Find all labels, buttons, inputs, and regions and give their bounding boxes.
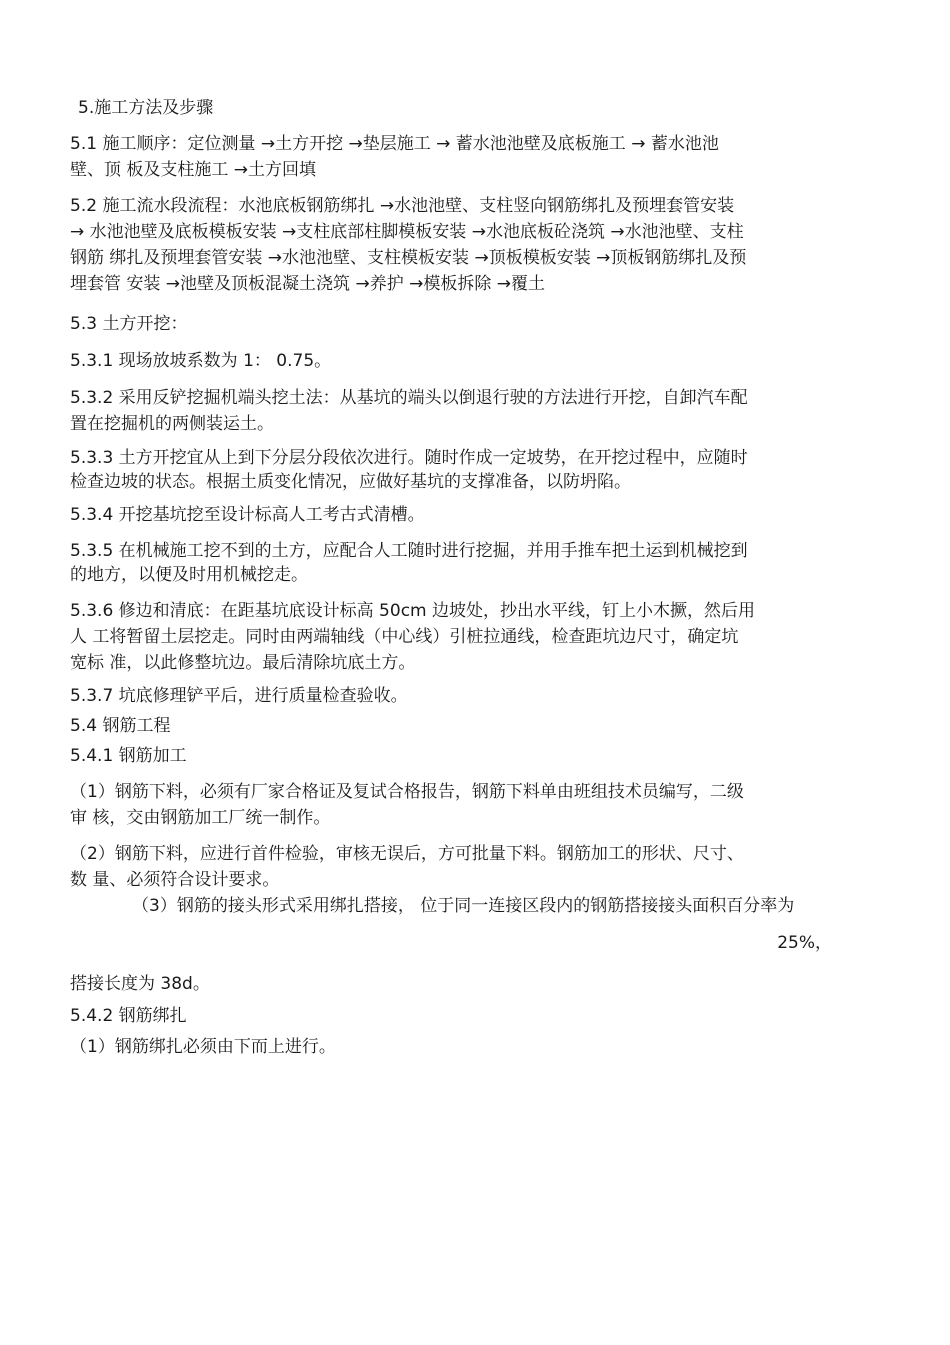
paragraph-line: 的地方，以便及时用机械挖走。 [70, 565, 308, 585]
paragraph-line: （1）钢筋绑扎必须由下而上进行。 [70, 1037, 336, 1057]
paragraph-line: 5.3.3 土方开挖宜从上到下分层分段依次进行。随时作成一定坡势，在开挖过程中，应随时 [70, 448, 748, 468]
paragraph-line: 宽标 准，以此修整坑边。最后清除坑底土方。 [70, 653, 416, 673]
paragraph-line: 钢筋 绑扎及预埋套管安装 →水池池壁、支柱模板安装 →顶板模板安装 →顶板钢筋绑扎及预 [70, 248, 747, 268]
paragraph-line: 5.3.5 在机械施工挖不到的土方，应配合人工随时进行挖掘，并用手推车把土运到机械挖到 [70, 541, 748, 561]
paragraph-line: → 水池池壁及底板模板安装 →支柱底部柱脚模板安装 →水池底板砼浇筑 →水池池壁、支柱 [70, 222, 744, 242]
paragraph-line: 检查边坡的状态。根据土质变化情况，应做好基坑的支撑准备，以防坍陷。 [70, 472, 631, 492]
subsection-heading: 5.4 钢筋工程 [70, 716, 171, 736]
paragraph-line: 5.1 施工顺序：定位测量 →土方开挖 →垫层施工 → 蓄水池池壁及底板施工 → 蓄水池池 [70, 134, 719, 154]
paragraph-line: 5.3.6 修边和清底：在距基坑底设计标高 50cm 边坡处，抄出水平线，钉上小木撅，然后用 [70, 601, 756, 621]
paragraph-line: 5.3.4 开挖基坑挖至设计标高人工考古式清槽。 [70, 505, 425, 525]
paragraph-line: 搭接长度为 38d。 [70, 974, 210, 994]
subsection-heading: 5.4.1 钢筋加工 [70, 746, 187, 766]
paragraph-line: 5.3.2 采用反铲挖掘机端头挖土法：从基坑的端头以倒退行驶的方法进行开挖，自卸汽车配 [70, 388, 748, 408]
paragraph-line: 5.2 施工流水段流程：水池底板钢筋绑扎 →水池池壁、支柱竖向钢筋绑扎及预埋套管安装 [70, 196, 735, 216]
paragraph-line: 人 工将暂留土层挖走。同时由两端轴线（中心线）引桩拉通线，检查距坑边尺寸，确定坑 [70, 627, 739, 647]
subsection-heading: 5.4.2 钢筋绑扎 [70, 1006, 187, 1026]
paragraph-line: 数 量、必须符合设计要求。 [70, 870, 280, 890]
paragraph-line: （2）钢筋下料，应进行首件检验，审核无误后，方可批量下料。钢筋加工的形状、尺寸、 [70, 844, 744, 864]
paragraph-line: 5.3.1 现场放坡系数为 1： 0.75。 [70, 351, 332, 371]
section-heading: 5.施工方法及步骤 [78, 98, 214, 118]
paragraph-line: （1）钢筋下料，必须有厂家合格证及复试合格报告，钢筋下料单由班组技术员编写，二级 [70, 782, 744, 802]
paragraph-line: 置在挖掘机的两侧装运土。 [70, 414, 274, 434]
paragraph-line: 埋套管 安装 →池壁及顶板混凝土浇筑 →养护 →模板拆除 →覆土 [70, 274, 545, 294]
paragraph-line: （3）钢筋的接头形式采用绑扎搭接， 位于同一连接区段内的钢筋搭接接头面积百分率为 [132, 896, 795, 916]
paragraph-line: 审 核，交由钢筋加工厂统一制作。 [70, 808, 331, 828]
subsection-heading: 5.3 土方开挖： [70, 314, 188, 334]
paragraph-line: 25%， [777, 933, 832, 953]
paragraph-line: 5.3.7 坑底修理铲平后，进行质量检查验收。 [70, 686, 408, 706]
paragraph-line: 壁、顶 板及支柱施工 →土方回填 [70, 160, 317, 180]
